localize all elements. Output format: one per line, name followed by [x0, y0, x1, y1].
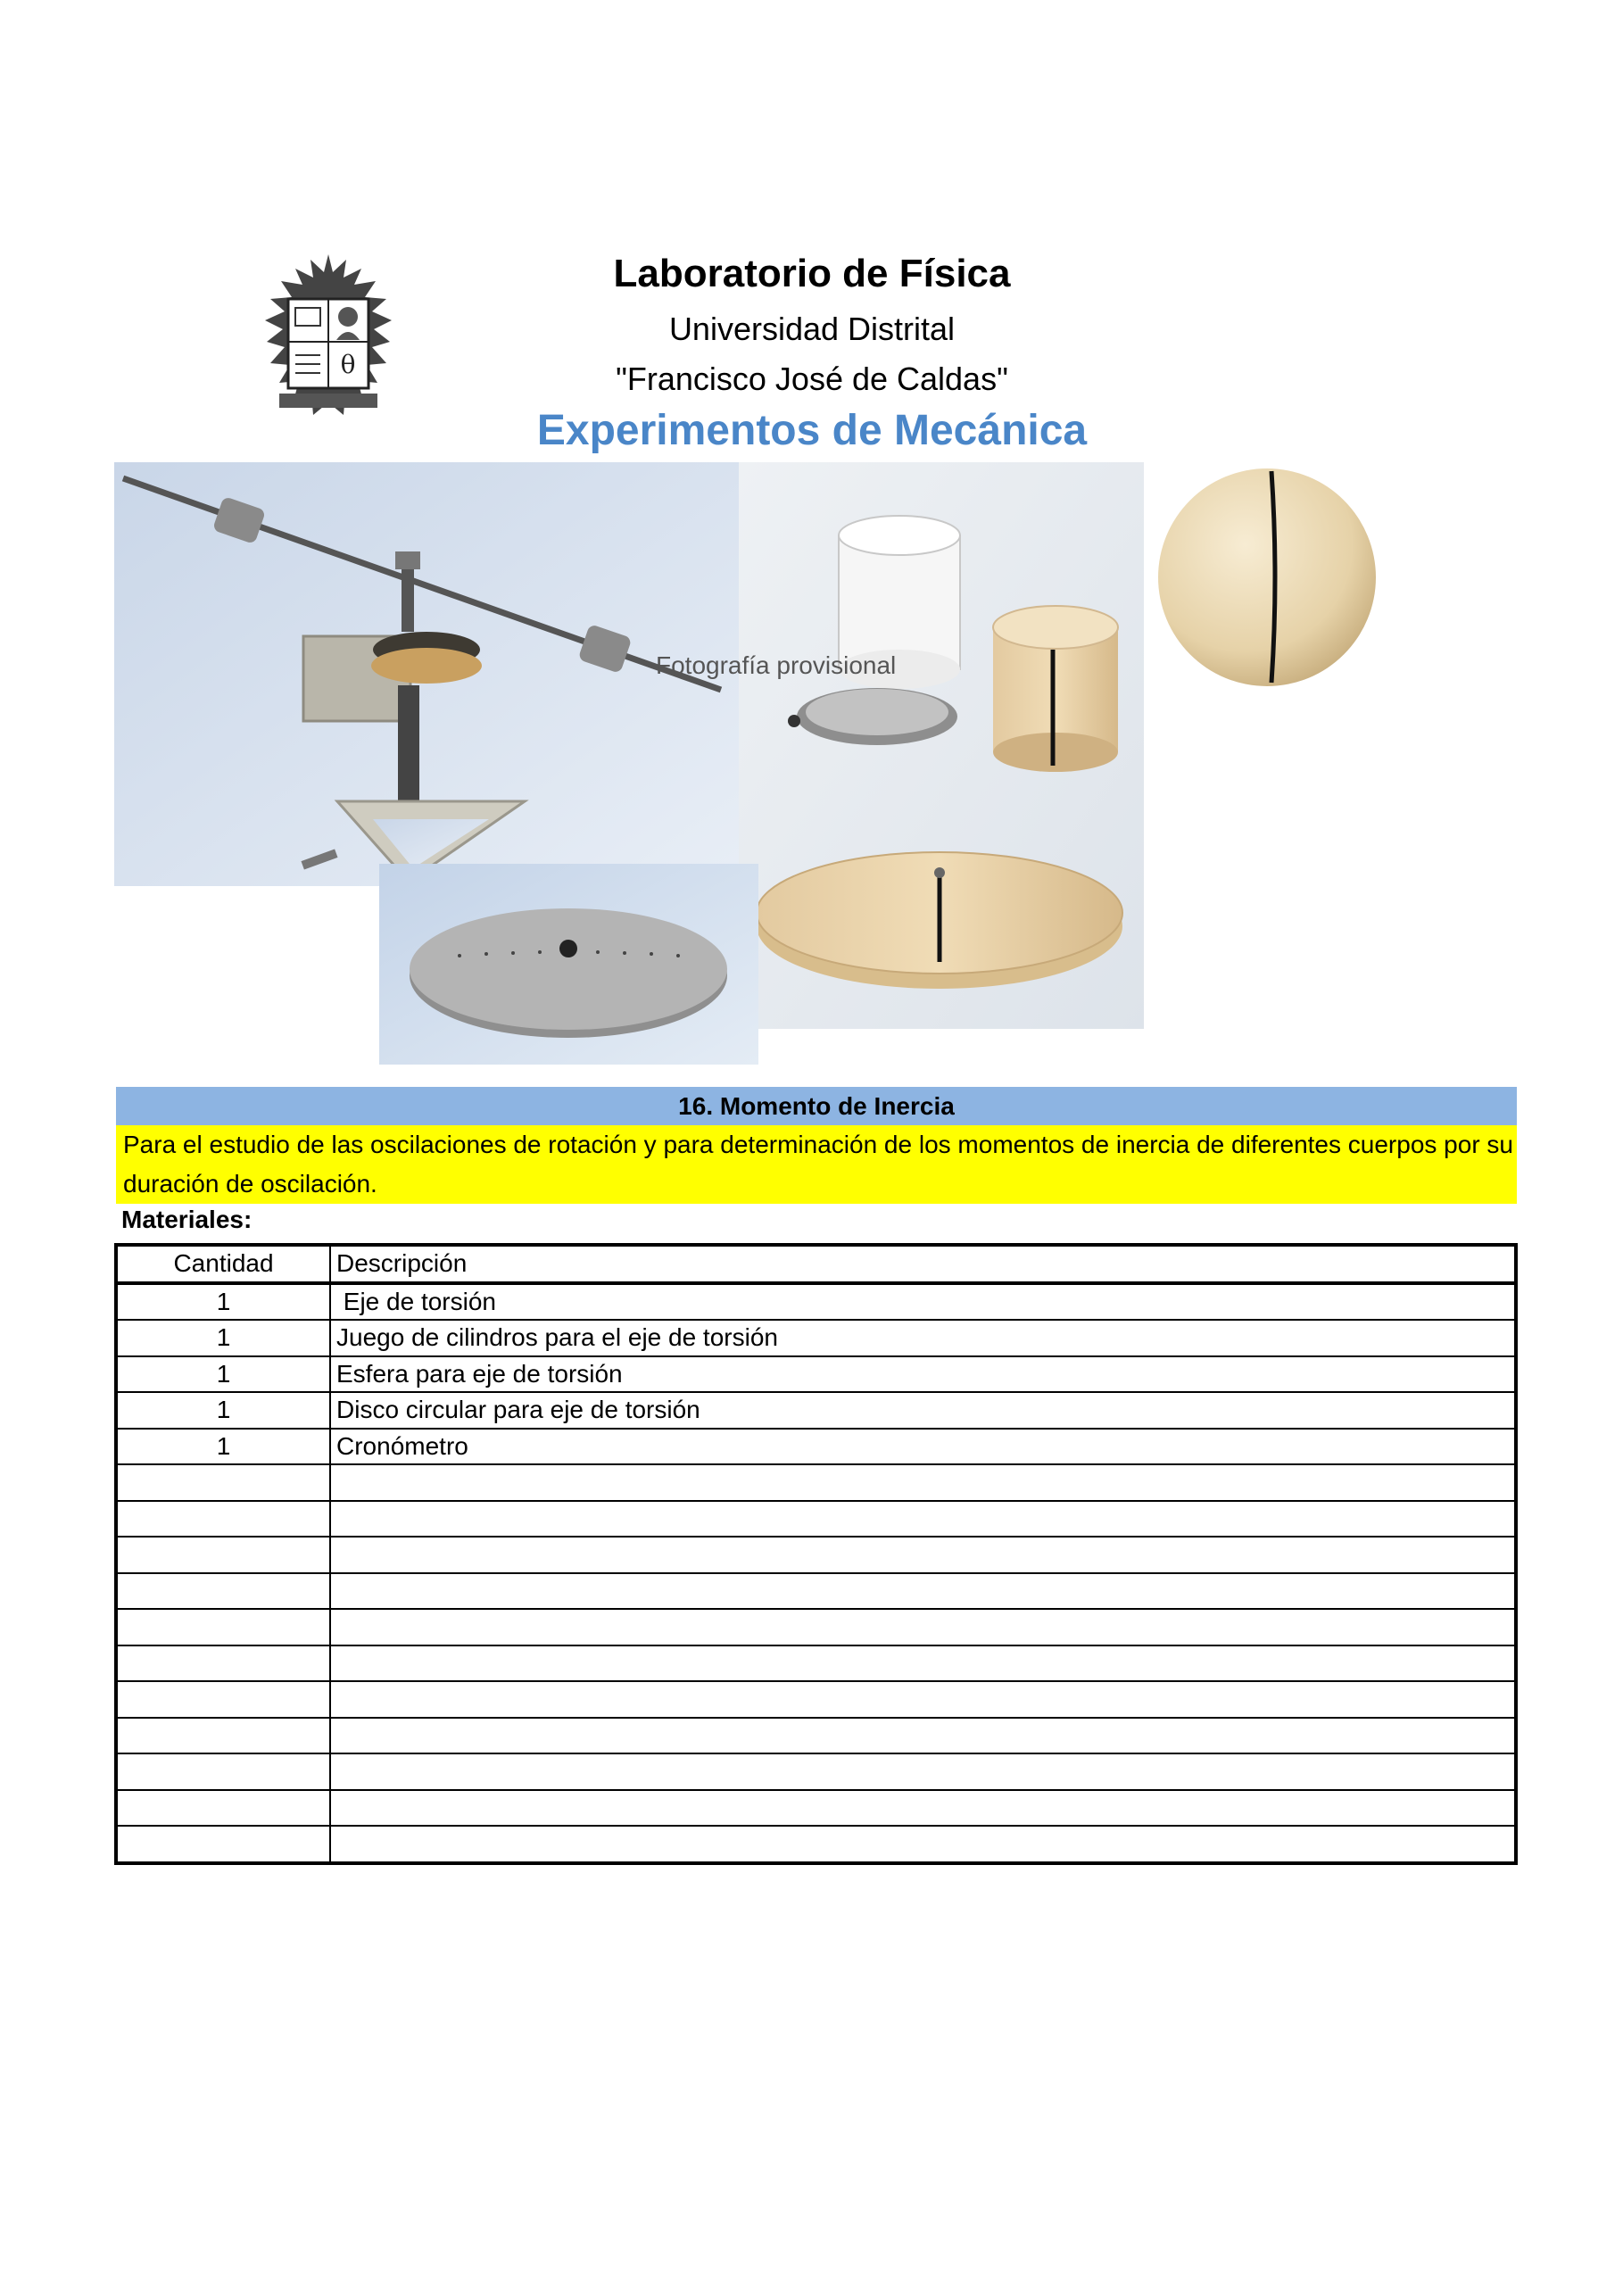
table-row — [116, 1790, 1516, 1827]
quantity-cell: 1 — [116, 1283, 330, 1321]
materials-label: Materiales: — [121, 1206, 253, 1233]
description-cell — [330, 1718, 1516, 1754]
table-row — [116, 1645, 1516, 1682]
description-cell — [330, 1501, 1516, 1538]
column-header-quantity: Cantidad — [116, 1245, 330, 1283]
quantity-cell — [116, 1718, 330, 1754]
quantity-cell — [116, 1501, 330, 1538]
university-seal-logo — [261, 253, 395, 422]
table-row — [116, 1283, 1516, 1321]
quantity-cell — [116, 1537, 330, 1573]
table-row — [116, 1501, 1516, 1538]
description-cell — [330, 1790, 1516, 1827]
materials-table — [114, 1243, 1518, 1865]
quantity-cell — [116, 1681, 330, 1718]
description-cell — [330, 1645, 1516, 1682]
quantity-cell: 1 — [116, 1429, 330, 1465]
description-cell — [330, 1826, 1516, 1863]
quantity-cell — [116, 1790, 330, 1827]
table-row — [116, 1392, 1516, 1429]
photo-caption: Fotografía provisional — [656, 651, 897, 679]
quantity-cell: 1 — [116, 1392, 330, 1429]
description-cell: Esfera para eje de torsión — [330, 1356, 1516, 1393]
table-row — [116, 1681, 1516, 1718]
quantity-cell — [116, 1645, 330, 1682]
quantity-cell — [116, 1573, 330, 1610]
university-name: "Francisco José de Caldas" — [616, 361, 1008, 397]
table-header-row — [116, 1245, 1516, 1283]
quantity-cell — [116, 1464, 330, 1501]
description-cell — [330, 1681, 1516, 1718]
column-header-description: Descripción — [330, 1245, 1516, 1283]
table-row — [116, 1609, 1516, 1645]
description-cell — [330, 1537, 1516, 1573]
cylinders-set-photo — [739, 462, 1144, 1029]
description-cell — [330, 1609, 1516, 1645]
table-row — [116, 1464, 1516, 1501]
quantity-cell — [116, 1753, 330, 1790]
university-label: Universidad Distrital — [668, 311, 956, 347]
table-row — [116, 1573, 1516, 1610]
table-row — [116, 1826, 1516, 1863]
svg-text:θ: θ — [340, 350, 356, 379]
description-cell — [330, 1464, 1516, 1501]
torsion-axis-photo — [114, 462, 739, 886]
description-cell: Disco circular para eje de torsión — [330, 1392, 1516, 1429]
circular-disc-photo — [379, 864, 758, 1065]
experiment-heading: 16. Momento de Inercia — [116, 1087, 1517, 1125]
description-cell: Eje de torsión — [330, 1283, 1516, 1321]
table-row — [116, 1429, 1516, 1465]
experiment-description: Para el estudio de las oscilaciones de rotación y para determinación de los momentos de inercia de diferentes cuerpos por su duración de oscilación. — [116, 1125, 1517, 1204]
quantity-cell — [116, 1609, 330, 1645]
table-row — [116, 1356, 1516, 1393]
page-title: Laboratorio de Física — [613, 252, 1011, 295]
table-row — [116, 1537, 1516, 1573]
quantity-cell: 1 — [116, 1356, 330, 1393]
table-row — [116, 1718, 1516, 1754]
quantity-cell — [116, 1826, 330, 1863]
description-cell — [330, 1573, 1516, 1610]
section-title: Experimentos de Mecánica — [536, 407, 1088, 454]
description-cell: Juego de cilindros para el eje de torsión — [330, 1320, 1516, 1356]
table-row — [116, 1753, 1516, 1790]
sphere-photo — [1147, 464, 1383, 687]
description-cell: Cronómetro — [330, 1429, 1516, 1465]
table-row — [116, 1320, 1516, 1356]
description-cell — [330, 1753, 1516, 1790]
quantity-cell: 1 — [116, 1320, 330, 1356]
